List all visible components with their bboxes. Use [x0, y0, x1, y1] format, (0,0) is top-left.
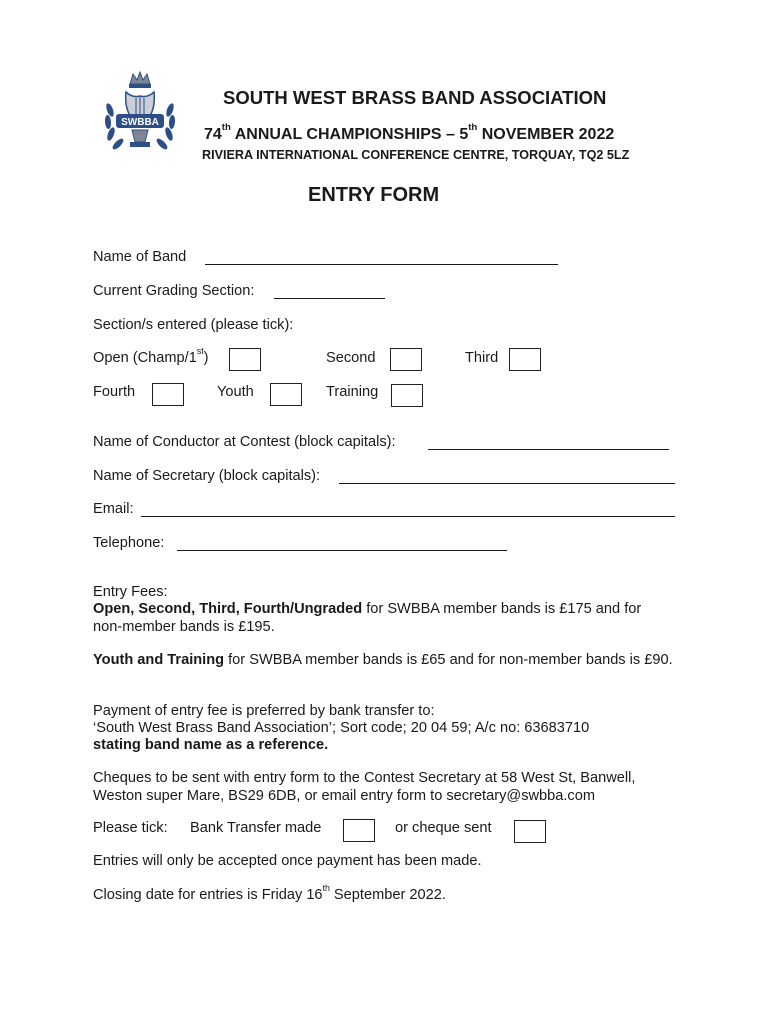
conductor-field[interactable] [428, 437, 669, 450]
section-open-label: Open (Champ/1st) [93, 345, 209, 366]
section-second-label: Second [326, 350, 376, 366]
secretary-label: Name of Secretary (block capitals): [93, 468, 321, 484]
cheques-paragraph: Cheques to be sent with entry form to the Contest Secretary at 58 West St, Banwell, Weston super Mare, BS29 6DB, or email entry form to secretary@swbba.com [93, 770, 636, 804]
secretary-field[interactable] [339, 471, 675, 484]
section-open-checkbox[interactable] [229, 348, 261, 371]
svg-text:SWBBA: SWBBA [121, 117, 159, 128]
bank-transfer-label: Bank Transfer made [190, 820, 322, 836]
email-field[interactable] [141, 504, 675, 517]
telephone-label: Telephone: [93, 535, 165, 551]
fees-open-paragraph: Open, Second, Third, Fourth/Ungraded for SWBBA member bands is £175 and for non-member bands is £195. [93, 601, 642, 635]
email-label: Email: [93, 501, 134, 517]
telephone-field[interactable] [177, 538, 507, 551]
section-training-label: Training [326, 384, 379, 400]
band-name-label: Name of Band [93, 249, 187, 265]
swbba-logo [100, 70, 180, 156]
championship-line: 74th ANNUAL CHAMPIONSHIPS – 5th NOVEMBER 2022 [204, 122, 615, 143]
form-title: ENTRY FORM [308, 184, 440, 206]
fees-youth-paragraph: Youth and Training for SWBBA member bands is £65 and for non-member bands is £90. [93, 652, 673, 668]
section-fourth-checkbox[interactable] [152, 383, 184, 406]
section-training-checkbox[interactable] [391, 384, 423, 407]
sections-label: Section/s entered (please tick): [93, 317, 294, 333]
bank-transfer-checkbox[interactable] [343, 819, 375, 842]
fees-heading: Entry Fees: [93, 584, 168, 600]
payment-line-1: Payment of entry fee is preferred by bank transfer to: [93, 703, 435, 719]
conductor-label: Name of Conductor at Contest (block capitals): [93, 434, 396, 450]
payment-line-3: stating band name as a reference. [93, 737, 329, 753]
section-second-checkbox[interactable] [390, 348, 422, 371]
section-fourth-label: Fourth [93, 384, 136, 400]
venue-line: RIVIERA INTERNATIONAL CONFERENCE CENTRE, TORQUAY, TQ2 5LZ [202, 148, 630, 162]
cheque-checkbox[interactable] [514, 820, 546, 843]
grading-label: Current Grading Section: [93, 283, 255, 299]
grading-field[interactable] [274, 286, 385, 299]
payment-line-2: ‘South West Brass Band Association’; Sort code; 20 04 59; A/c no: 63683710 [93, 720, 590, 736]
section-third-label: Third [465, 350, 499, 366]
acceptance-note: Entries will only be accepted once payment has been made. [93, 853, 482, 869]
section-third-checkbox[interactable] [509, 348, 541, 371]
please-tick-label: Please tick: [93, 820, 168, 836]
section-youth-label: Youth [217, 384, 254, 400]
cheque-label: or cheque sent [395, 820, 492, 836]
closing-date: Closing date for entries is Friday 16th September 2022. [93, 882, 446, 903]
band-name-field[interactable] [205, 252, 558, 265]
association-title: SOUTH WEST BRASS BAND ASSOCIATION [223, 87, 607, 108]
section-youth-checkbox[interactable] [270, 383, 302, 406]
